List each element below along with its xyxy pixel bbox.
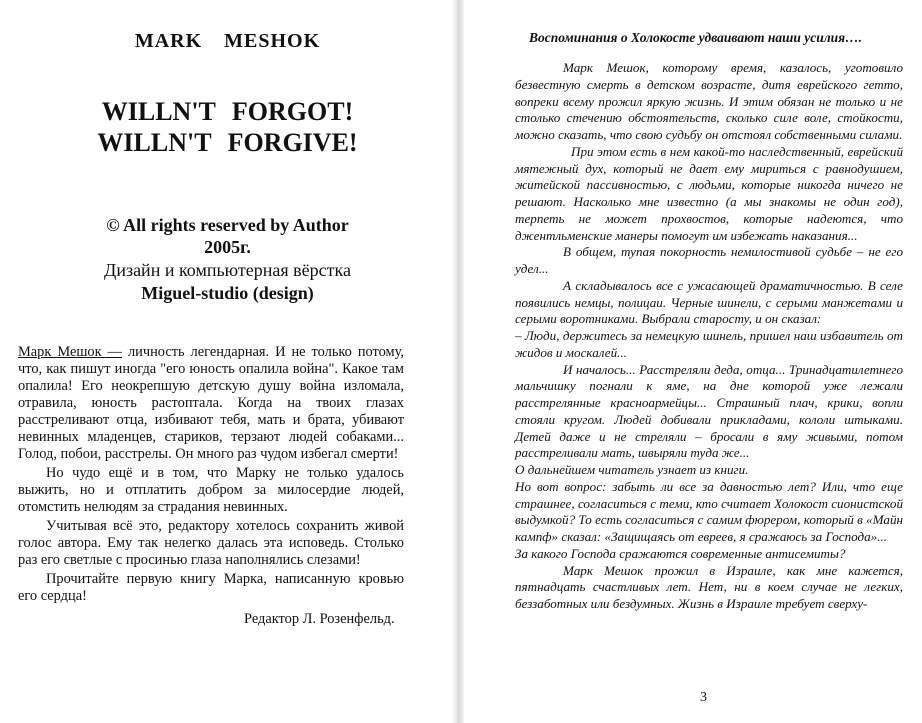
left-page [0,0,455,723]
author-name: MARK MESHOK [134,30,321,52]
intro-paragraph-1 [18,344,404,463]
title-line-2: WILLN'T FORGIVE! [97,128,358,157]
right-page [463,0,922,723]
body-paragraph: За какого Господа сражаются современные антисемиты? [515,545,846,561]
body-paragraph: Марк Мешок прожил в Израиле, как мне кажется, пятнадцать счастливых лет. Нет, ни в коем случае не легких, беззаботных или бездумных. Жизнь в Израиле требует сверху- [515,562,903,611]
intro-paragraph-2: Но чудо ещё и в том, что Марку не только удалось выжить, но и отплатить добром за милосердие людей, отомстить нелюдям за страдания невинных. [18,465,404,515]
body-paragraph: И началось... Расстреляли деда, отца... Тринадцатилетнего мальчишку погнали к яме, на дне которой уже лежали расстрелянные красноармейцы... Страшный плач, крики, вопли стояли кругом. Людей добивали прикладами, кололи штыками. Детей даже и не стреляли – бросали в яму живыми, потом расстреливали мать, швыряли туда же... [515,361,903,461]
body-paragraph: При этом есть в нем какой-то наследственный, еврейский мятежный дух, который не дает ему мириться с равнодушием, житейской пассивностью, с людьми, которые никогда ничего не решают. Насколько мне известно (а мы знакомы не один год), терпеть не может прохвостов, которые надеются, что джентльменские манеры помогут им избежать наказания... [515,143,903,243]
page-number: 3 [700,690,707,705]
design-studio-name: Miguel-studio (design) [141,283,314,303]
body-paragraph: Марк Мешок, которому время, казалось, уготовило безвестную смерть в детском возрасте, дитя еврейского гетто, вопреки всему прожил яркую жизнь. И этим обязан не только и не столько стечению обстоятельств, сколько силе воле, стойкости, можно сказать, что свою судьбу он отстоял собственными силами. [515,60,903,142]
body-paragraph: В общем, тупая покорность немилостивой судьбе – не его удел... [515,244,903,276]
intro-paragraph-4: Прочитайте первую книгу Марка, написанную кровью его сердца! [18,571,404,604]
design-credit-label: Дизайн и компьютерная вёрстка [104,260,351,280]
copyright-year: 2005г. [204,237,251,257]
intro-paragraph-1-text: личность легендарная. И не только потому, что, как пишут иногда "его юность опалила война". Какое там опалила! Его неокрепшую детскую душу война изломала, отравила, юность растоптала. Когда на твоих глазах расстреливают отца, избивают тебя, мать и брата, убивают невинных младенцев, стариков, терзают людей собаками... Голод, побои, расстрелы. Он много раз чудом избегал смерти! [18,344,405,462]
title-line-1: WILLN'T FORGOT! [101,97,354,126]
copyright-block [0,214,455,304]
body-text [515,60,903,613]
intro-lead: Марк Мешок — [18,344,122,360]
body-paragraph: А складывалось все с ужасающей драматичностью. В селе появились немцы, полицаи. Черные шинели, с серыми манжетами и серыми воротниками. Выбрали старосту, и он сказал: [515,277,903,327]
intro-paragraph-3: Учитывая всё это, редактору хотелось сохранить живой голос автора. Ему так нелегко далась эта исповедь. Столько раз его светлые с просинью глаза наполнялись слезами! [18,518,404,568]
page-heading: Воспоминания о Холокосте удваивают наши усилия…. [529,30,862,45]
editor-introduction [18,344,404,607]
book-title [0,96,455,158]
editor-signature: Редактор Л. Розенфельд. [244,611,395,627]
body-paragraph: Но вот вопрос: забыть ли все за давностью лет? Или, что еще страшнее, согласиться с теми, кто считает Холокост сионистской выдумкой? То есть согласиться с самим фюрером, который в «Майн кампф» сказал: «Защищаясь от евреев, я сражаюсь за Господа»... [515,478,903,544]
body-paragraph: – Люди, держитесь за немецкую шинель, пришел наш избавитель от жидов и москалей... [515,328,903,360]
body-paragraph: О дальнейшем читатель узнает из книги. [515,462,749,477]
copyright-line: © All rights reserved by Author [106,215,349,235]
